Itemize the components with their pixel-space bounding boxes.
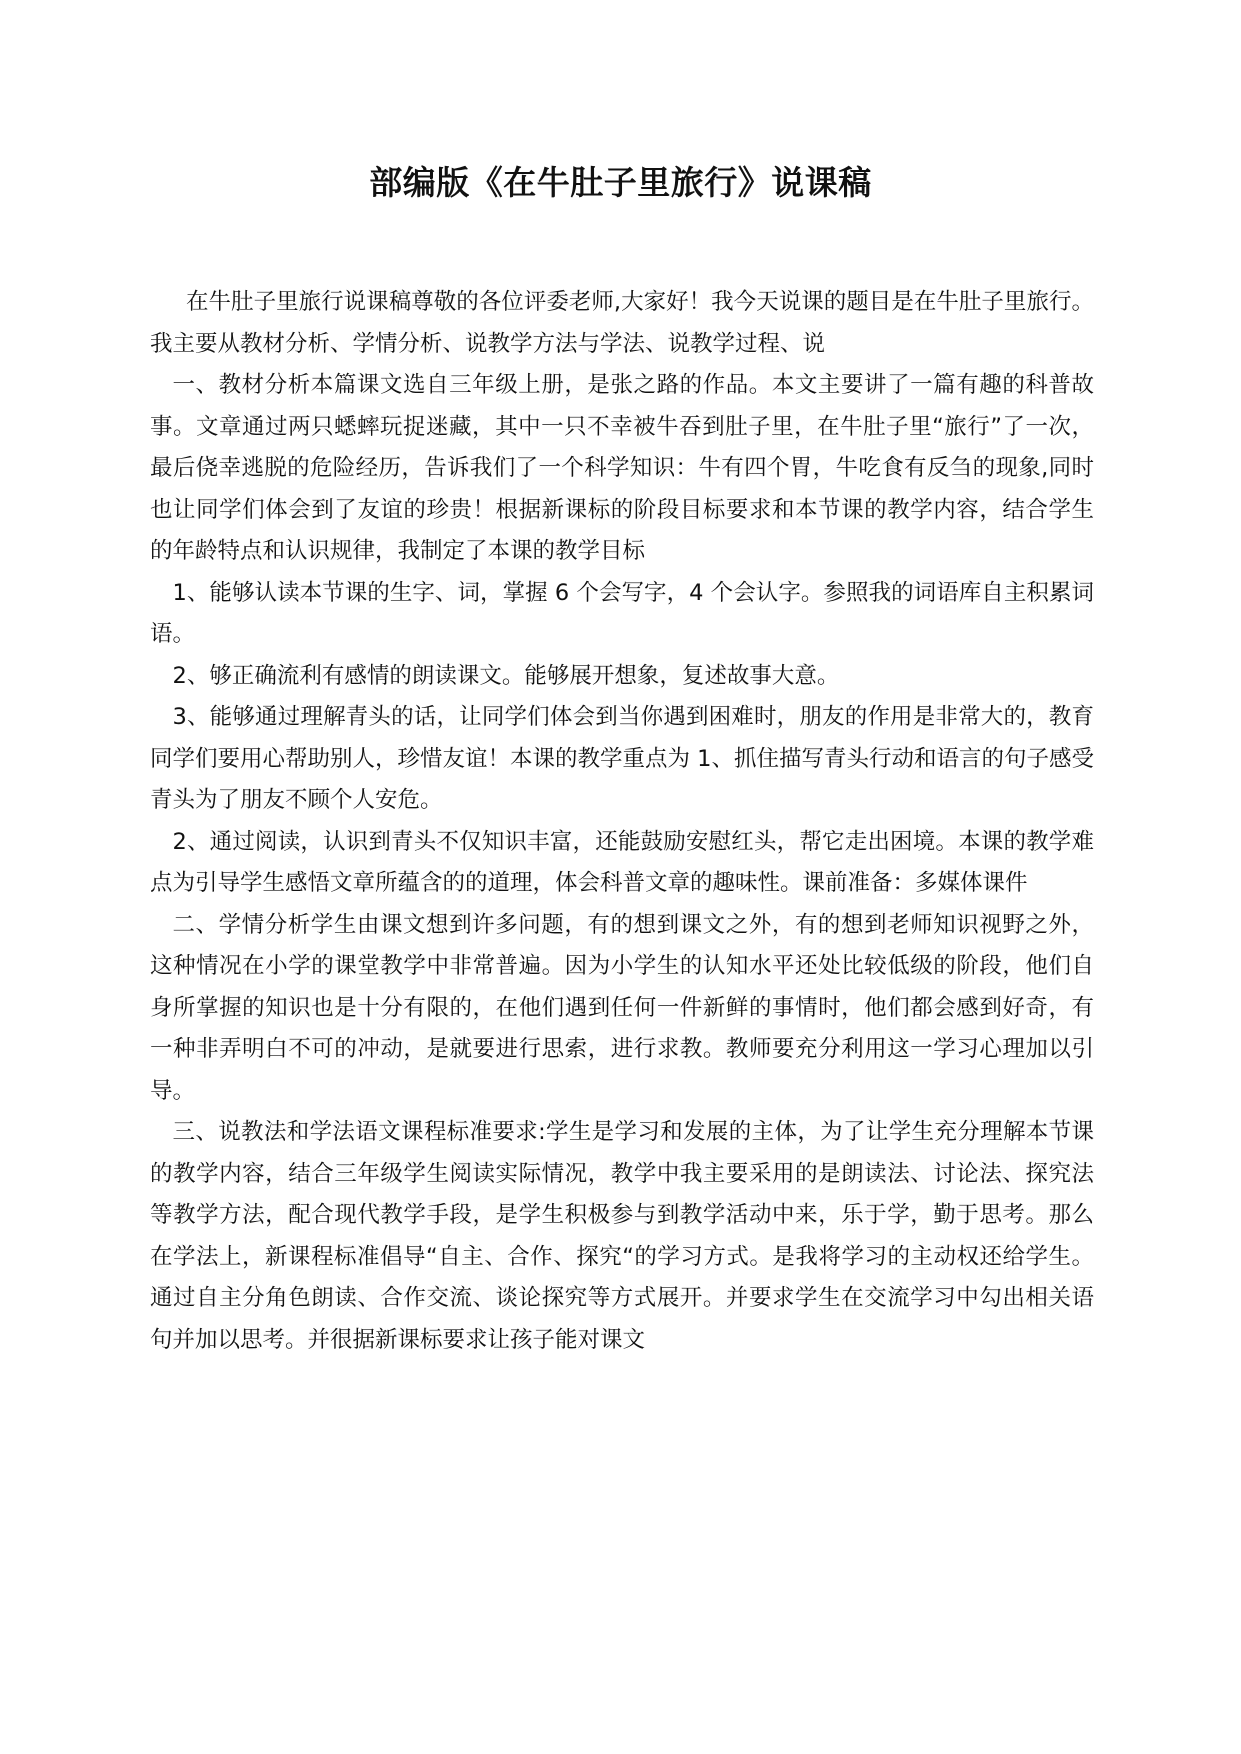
paragraph-goal-2: 2、够正确流利有感情的朗读课文。能够展开想象，复述故事大意。 <box>172 662 840 689</box>
paragraph-teaching-methods: 三、说教法和学法语文课程标准要求:学生是学习和发展的主体，为了让学生充分理解本节课的教学内容，结合三年级学生阅读实际情况，教学中我主要采用的是朗读法、讨论法、探究法等教学方法，配合现代教学手段，是学生积极参与到教学活动中来，乐于学，勤于思考。那么在学法上，新课程标准倡导“自主、合作、探究“的学习方式。是我将学习的主动权还给学生。通过自主分角色朗读、合作交流、谈论探究等方式展开。并要求学生在交流学习中勾出相关语句并加以思考。并很据新课标要求让孩子能对课文 <box>150 1119 1094 1353</box>
paragraph-goal-3: 3、能够通过理解青头的话，让同学们体会到当你遇到困难时，朋友的作用是非常大的，教育同学们要用心帮助别人，珍惜友谊！本课的教学重点为 1、抓住描写青头行动和语言的句子感受青头为了朋友不顾个人安危。 <box>150 704 1094 813</box>
paragraph-textbook-analysis: 一、教材分析本篇课文选自三年级上册，是张之路的作品。本文主要讲了一篇有趣的科普故事。文章通过两只蟋蟀玩捉迷藏，其中一只不幸被牛吞到肚子里，在牛肚子里“旅行”了一次，最后侥幸逃脱的危险经历，告诉我们了一个科学知识：牛有四个胃，牛吃食有反刍的现象,同时也让同学们体会到了友谊的珍贵！根据新课标的阶段目标要求和本节课的教学内容，结合学生的年龄特点和认识规律，我制定了本课的教学目标 <box>150 372 1094 564</box>
paragraph-goal-1: 1、能够认读本节课的生字、词，掌握 6 个会写字，4 个会认字。参照我的词语库自主积累词语。 <box>150 579 1094 647</box>
document-title: 部编版《在牛肚子里旅行》说课稿 <box>369 163 872 202</box>
document-body <box>150 282 1094 1361</box>
paragraph-student-analysis: 二、学情分析学生由课文想到许多问题，有的想到课文之外，有的想到老师知识视野之外，这种情况在小学的课堂教学中非常普遍。因为小学生的认知水平还处比较低级的阶段，他们自身所掌握的知识也是十分有限的，在他们遇到任何一件新鲜的事情时，他们都会感到好奇，有一种非弄明白不可的冲动，是就要进行思索，进行求教。教师要充分利用这一学习心理加以引导。 <box>150 911 1094 1104</box>
paragraph-key-point-2: 2、通过阅读，认识到青头不仅知识丰富，还能鼓励安慰红头，帮它走出困境。本课的教学难点为引导学生感悟文章所蕴含的的道理，体会科普文章的趣味性。课前准备：多媒体课件 <box>150 828 1094 896</box>
paragraph-intro: 在牛肚子里旅行说课稿尊敬的各位评委老师,大家好！我今天说课的题目是在牛肚子里旅行。我主要从教材分析、学情分析、说教学方法与学法、说教学过程、说 <box>150 289 1094 357</box>
